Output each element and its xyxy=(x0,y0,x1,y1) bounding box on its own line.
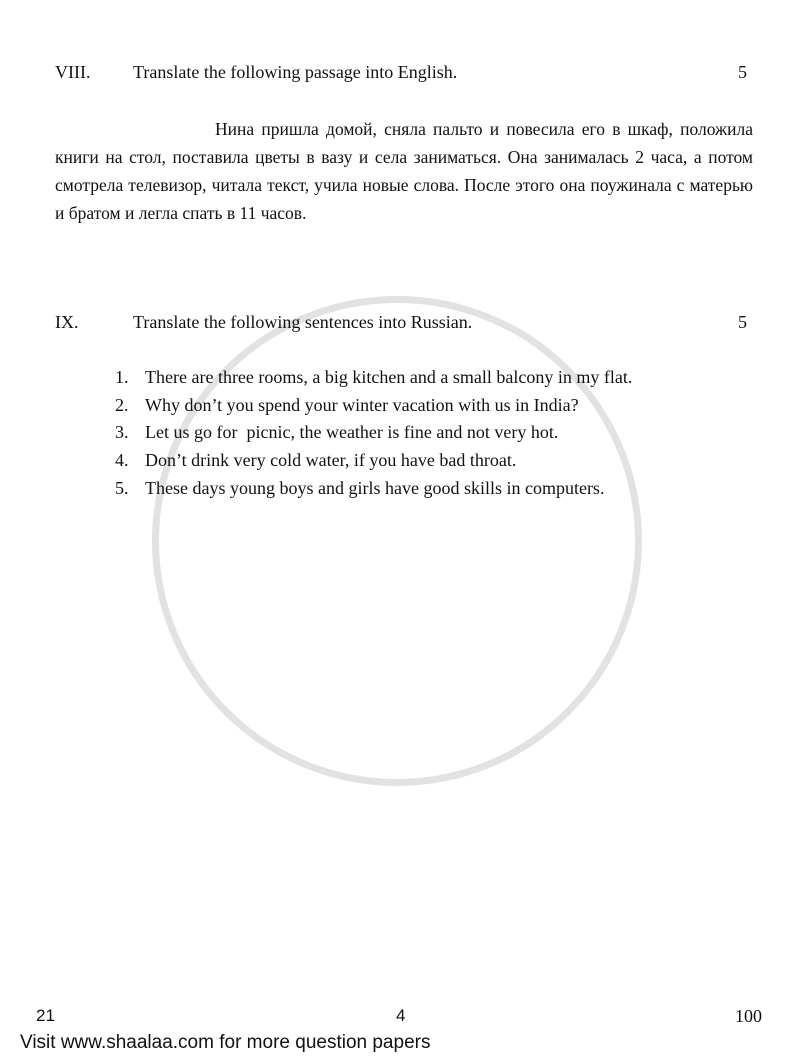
item-text: These days young boys and girls have good skills in computers. xyxy=(145,477,605,498)
question-title: Translate the following sentences into Russian. xyxy=(133,312,473,332)
russian-passage: Нина пришла домой, сняла пальто и повесила его в шкаф, положила книги на стол, поставила цветы в вазу и села заниматься. Она занималась 2 часа, а потом смотрела телевизор, читала текст, учила новые слова. После этого она поужинала с матерью и братом и легла спать в 11 часов. xyxy=(55,119,753,223)
list-item xyxy=(115,447,632,475)
question-marks: 5 xyxy=(738,62,747,82)
list-item xyxy=(115,392,632,420)
item-number: 4. xyxy=(115,450,129,471)
item-number: 1. xyxy=(115,367,129,387)
sentence-list xyxy=(115,364,632,503)
question-number: VIII. xyxy=(55,62,91,82)
question-title: Translate the following passage into English. xyxy=(133,62,458,82)
item-text: There are three rooms, a big kitchen and a small balcony in my flat. xyxy=(145,367,633,387)
item-text: Don’t drink very cold water, if you have bad throat. xyxy=(145,450,517,471)
list-item xyxy=(115,475,632,503)
item-number: 3. xyxy=(115,422,129,443)
list-item xyxy=(115,364,632,392)
copies-count: 100 xyxy=(735,1006,762,1026)
list-item xyxy=(115,419,632,447)
paper-code: 21 xyxy=(36,1006,55,1025)
item-number: 2. xyxy=(115,394,129,415)
item-text: Why don’t you spend your winter vacation with us in India? xyxy=(145,394,579,415)
question-marks: 5 xyxy=(738,312,747,332)
question-number: IX. xyxy=(55,312,79,332)
visit-link[interactable]: Visit www.shaalaa.com for more question papers xyxy=(20,1032,431,1053)
item-text: Let us go for picnic, the weather is fine and not very hot. xyxy=(145,422,559,443)
item-number: 5. xyxy=(115,477,129,498)
page-number: 4 xyxy=(396,1006,406,1025)
